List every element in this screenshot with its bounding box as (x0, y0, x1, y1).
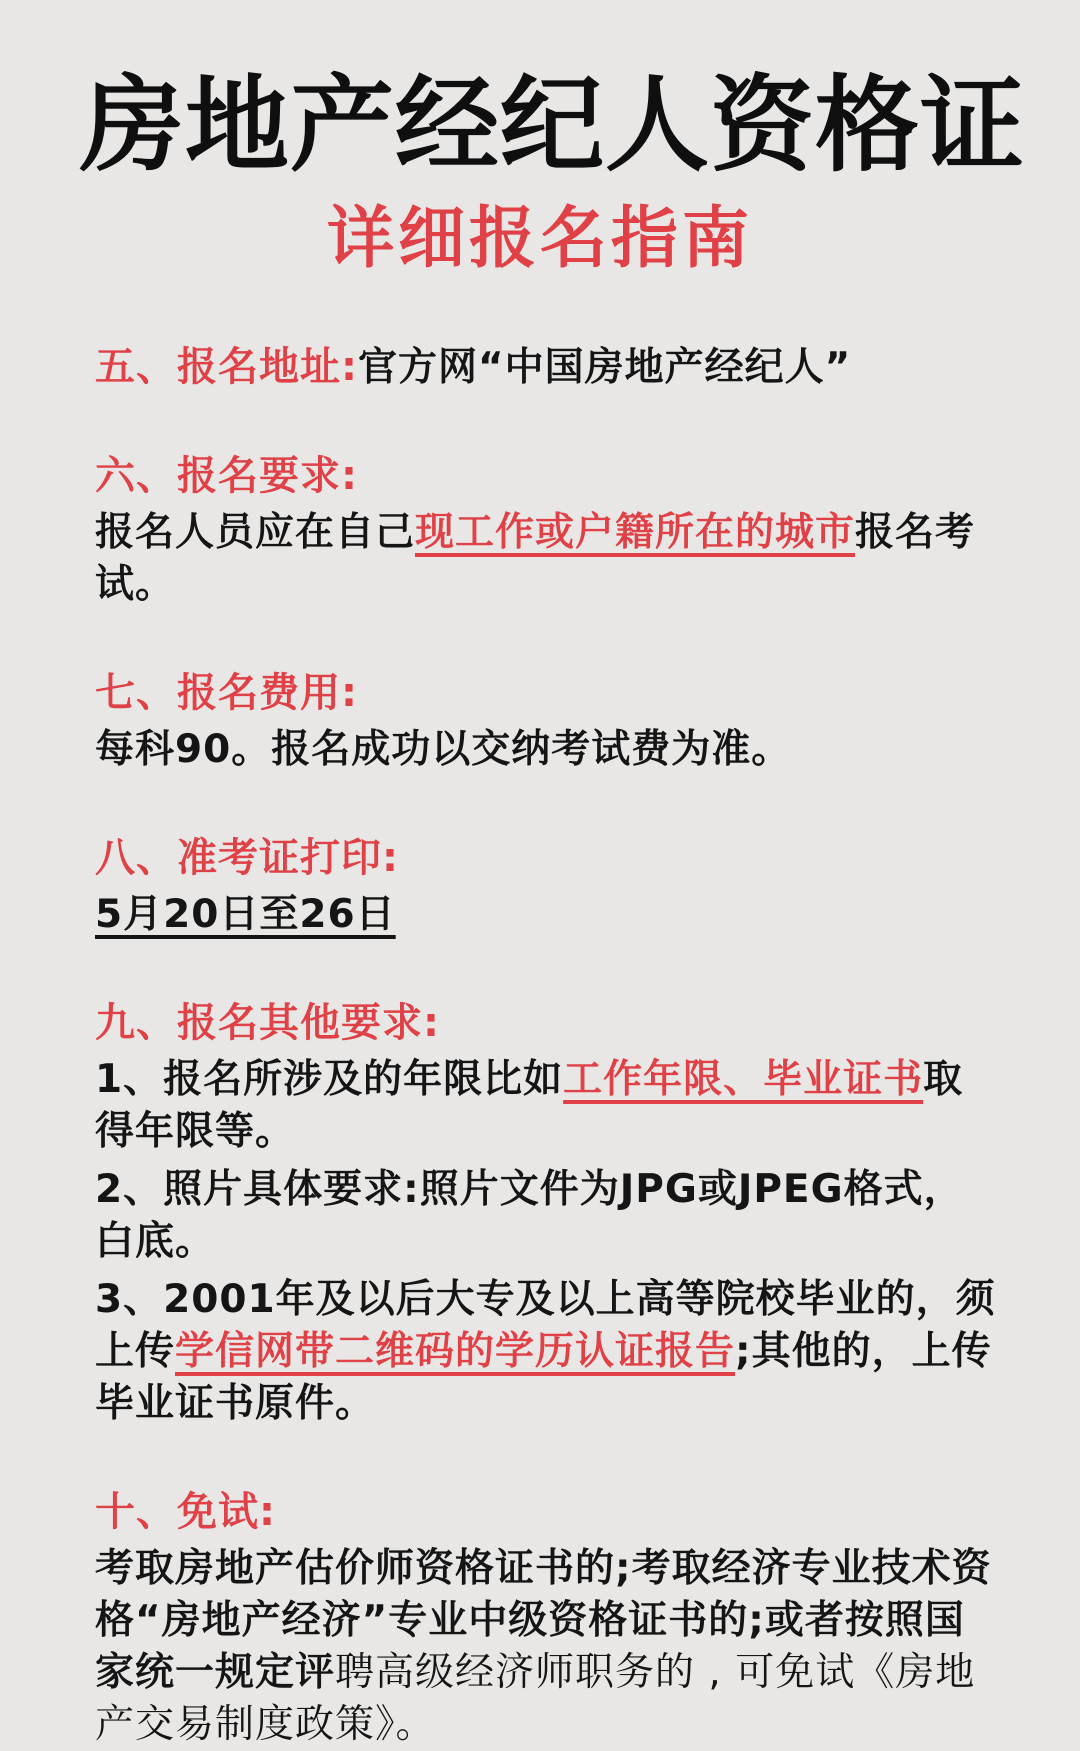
requirements-text (95, 507, 1000, 611)
section-heading-ticket: 八、准考证打印: (95, 835, 399, 881)
section-registration-requirements (95, 451, 1000, 611)
section-heading-requirements: 六、报名要求: (95, 453, 358, 499)
fee-text: 每科90。报名成功以交纳考试费为准。 (95, 727, 792, 772)
exemption-text (95, 1543, 1000, 1751)
section-heading-exemption: 十、免试: (95, 1489, 276, 1535)
section-admission-ticket (95, 833, 1000, 941)
requirements-text-plain: 报名人员应在自己 (95, 510, 416, 555)
section-exemption (95, 1487, 1000, 1751)
item1-text-plain: 1、报名所涉及的年限比如 (95, 1057, 564, 1102)
item3-text-plain: 3、2001年及以后大专及以上高等院校毕业的，须上传 (95, 1277, 996, 1374)
section-heading-other: 九、报名其他要求: (95, 1000, 440, 1046)
exemption-text-light: 聘高级经济师职务的 , 可免试《房地产交易制度政策》。 (95, 1650, 976, 1747)
requirements-text-tail: 报名考试。 (95, 510, 976, 607)
registration-guide-poster (0, 64, 1080, 1747)
section-other-requirements (95, 998, 1000, 1430)
highlight-xuexin-report: 学信网带二维码的学历认证报告 (175, 1329, 736, 1374)
item3-text-tail: ;其他的，上传毕业证书原件。 (95, 1329, 992, 1426)
ticket-print-dates (95, 889, 1000, 941)
section-heading-address: 五、报名地址: (95, 344, 358, 390)
ticket-dates-underlined: 5月20日至26日 (95, 892, 396, 937)
highlight-work-years-diploma: 工作年限、毕业证书 (563, 1057, 924, 1102)
guide-content (95, 342, 1000, 1751)
exemption-text-bold: 考取房地产估价师资格证书的;考取经济专业技术资格“房地产经济”专业中级资格证书的;或者按照国家统一规定评 (95, 1546, 992, 1695)
page-title: 房地产经纪人资格证 (80, 64, 1026, 186)
item1-text-tail: 取得年限等。 (95, 1057, 964, 1154)
other-req-item-2: 2、照片具体要求:照片文件为JPG或JPEG格式，白底。 (95, 1167, 964, 1264)
section-registration-address (95, 342, 1000, 394)
section-registration-fee (95, 668, 1000, 776)
highlight-current-city: 现工作或户籍所在的城市 (415, 510, 856, 555)
official-website-text: 官方网“中国房地产经纪人” (358, 345, 852, 390)
section-line (95, 342, 1000, 394)
other-req-item-3 (95, 1274, 1000, 1430)
other-req-item-1 (95, 1054, 1000, 1158)
page-subtitle: 详细报名指南 (327, 199, 753, 277)
section-heading-fee: 七、报名费用: (95, 670, 358, 716)
